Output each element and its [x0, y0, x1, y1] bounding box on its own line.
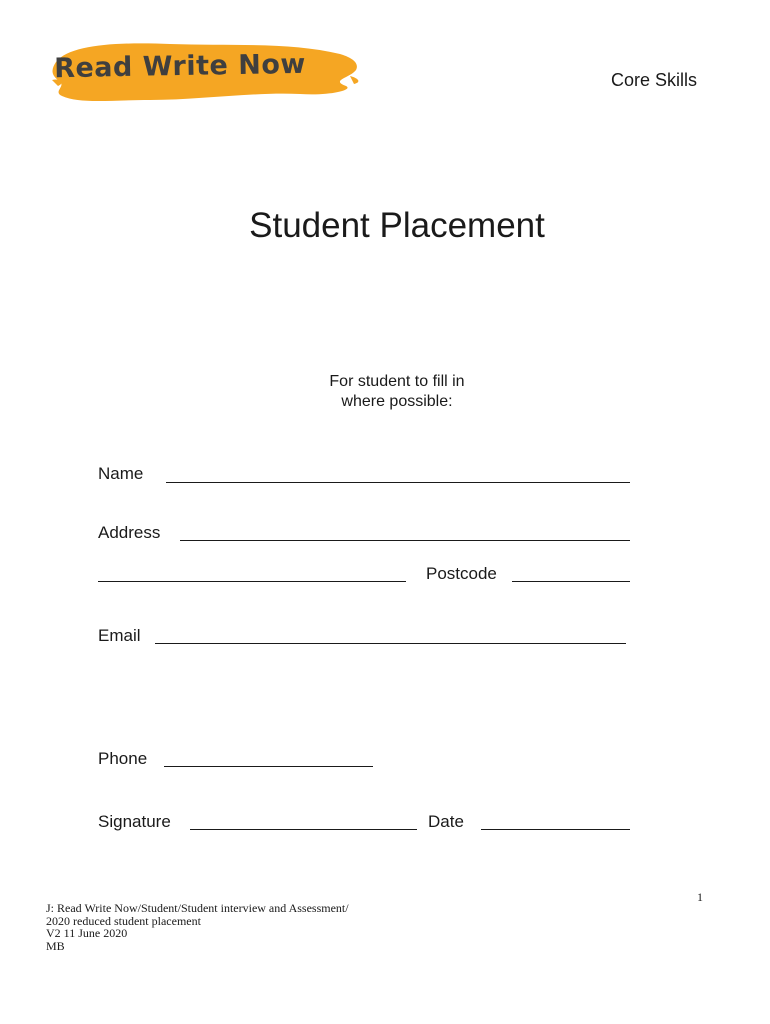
postcode-field[interactable]	[512, 581, 630, 582]
footer-line-2: 2020 reduced student placement	[46, 913, 201, 928]
instruction-text	[0, 372, 770, 412]
date-field[interactable]	[481, 829, 630, 830]
logo-text: Read Write Now	[53, 48, 307, 85]
date-label: Date	[428, 812, 464, 831]
name-label: Name	[98, 464, 144, 483]
signature-field[interactable]	[190, 829, 417, 830]
page-number: 1	[697, 890, 703, 904]
page-title: Student Placement	[249, 206, 545, 245]
phone-field[interactable]	[164, 766, 373, 767]
section-label: Core Skills	[610, 70, 697, 90]
phone-label: Phone	[98, 749, 148, 768]
footer-file-path	[46, 902, 349, 952]
instruction-line-2: where possible:	[341, 393, 453, 410]
email-label: Email	[98, 626, 141, 645]
address-field[interactable]	[180, 540, 630, 541]
postcode-label: Postcode	[426, 564, 497, 583]
address-line-2-field[interactable]	[98, 581, 406, 582]
footer-line-4: MB	[46, 938, 65, 953]
address-label: Address	[98, 523, 161, 542]
footer-line-1: J: Read Write Now/Student/Student interview and Assessment/	[46, 901, 349, 915]
email-field[interactable]	[155, 643, 626, 644]
signature-label: Signature	[98, 812, 171, 831]
footer-line-3: V2 11 June 2020	[46, 926, 128, 940]
instruction-line-1: For student to fill in	[329, 373, 465, 390]
name-field[interactable]	[166, 482, 630, 483]
